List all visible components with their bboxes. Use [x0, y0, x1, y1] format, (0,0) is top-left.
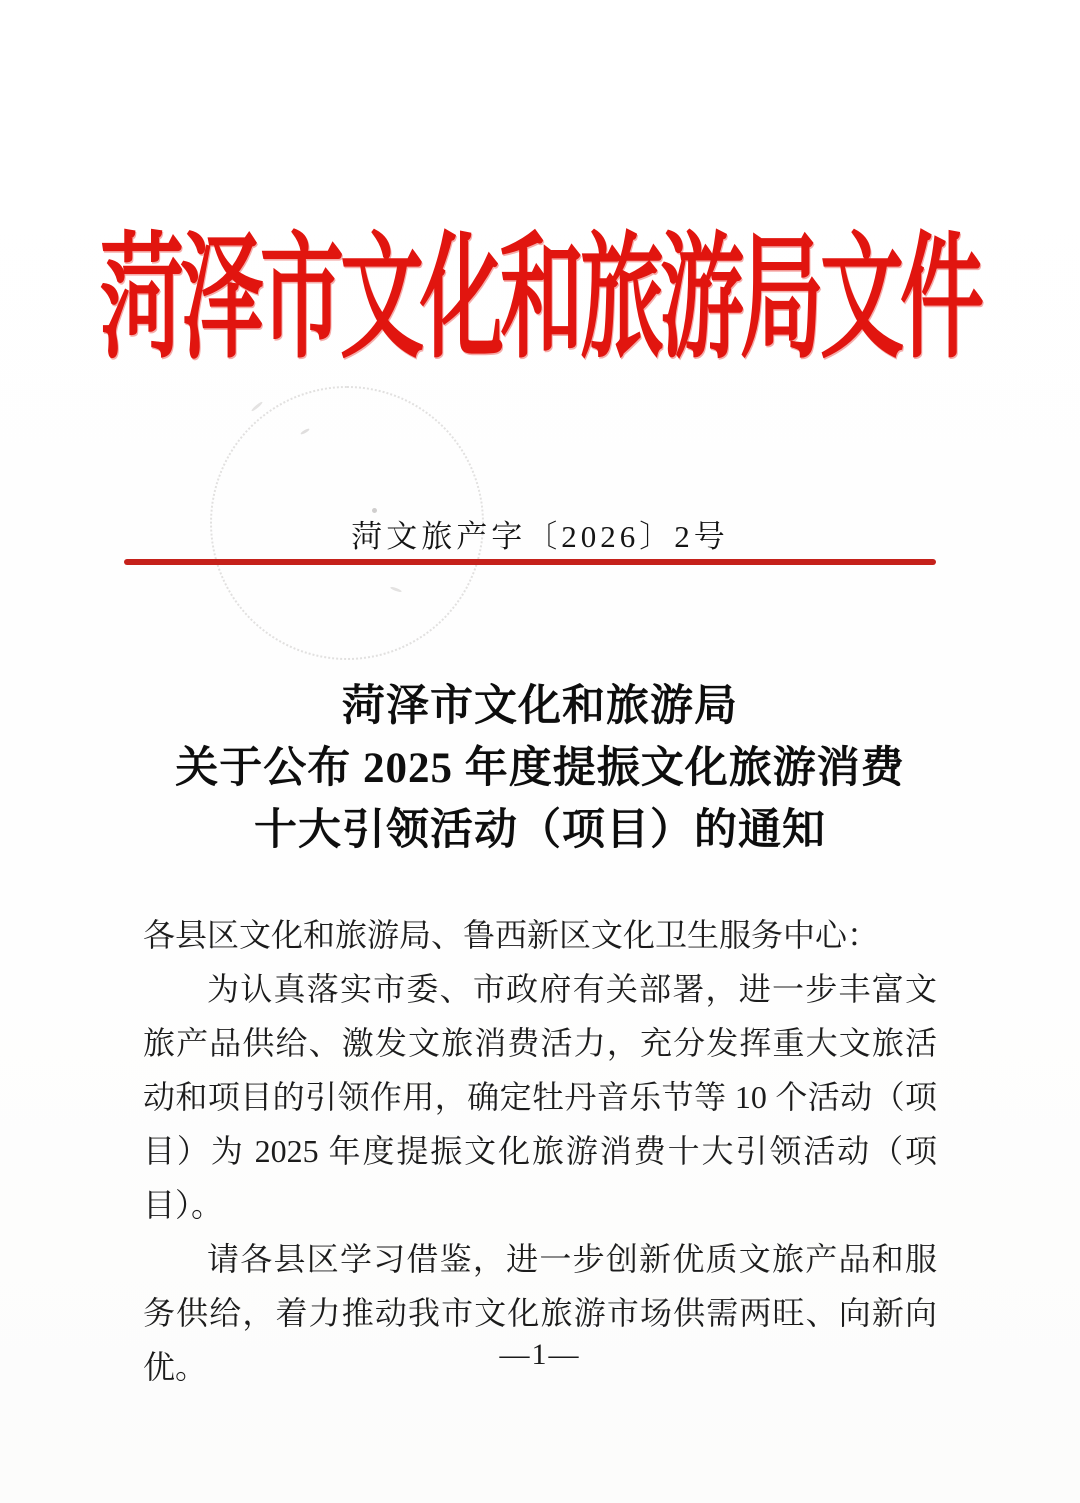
notice-title-line-3: 十大引领活动（项目）的通知 [254, 807, 826, 854]
body-paragraph-2: 请各县区学习借鉴，进一步创新优质文旅产品和服务供给，着力推动我市文化旅游市场供需两旺、向新向优。 [143, 1241, 937, 1385]
notice-title [0, 676, 1080, 862]
agency-masthead-title: 菏泽市文化和旅游局文件 [99, 224, 980, 376]
document-reference-number: 菏文旅产字〔2026〕2号 [351, 519, 729, 554]
notice-title-line-1: 菏泽市文化和旅游局 [342, 683, 738, 730]
notice-title-line-2: 关于公布 2025 年度提振文化旅游消费 [175, 745, 905, 792]
document-body [143, 908, 937, 1394]
red-divider-rule [124, 559, 936, 565]
body-paragraph-1: 为认真落实市委、市政府有关部署，进一步丰富文旅产品供给、激发文旅消费活力，充分发挥重大文旅活动和项目的引领作用，确定牡丹音乐节等 10 个活动（项目）为 2025 年度提振文化旅游消费十大引领活动（项目）。 [143, 971, 937, 1223]
page-number: —1— [499, 1338, 581, 1371]
scan-speckle [251, 401, 264, 412]
salutation-line: 各县区文化和旅游局、鲁西新区文化卫生服务中心： [143, 917, 880, 953]
